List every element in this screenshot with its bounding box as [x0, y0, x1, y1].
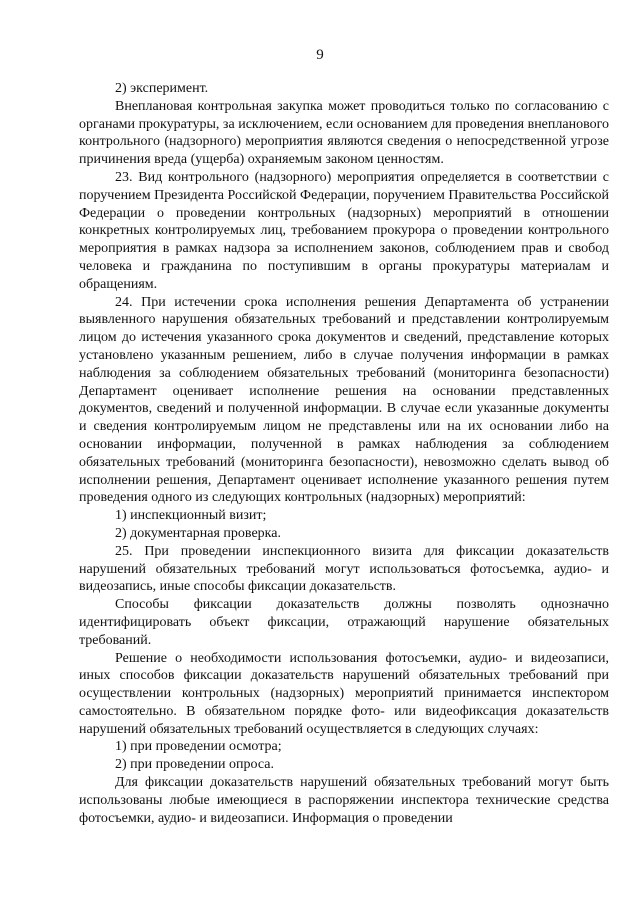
document-body	[79, 80, 609, 827]
paragraph-list-item-inspection-visit: 1) инспекционный визит;	[115, 508, 267, 524]
paragraph-item-2-experiment: 2) эксперимент.	[115, 81, 209, 96]
page-number: 9	[316, 47, 324, 63]
paragraph-unscheduled-purchase: Внеплановая контрольная закупка может проводиться только по согласованию с органами прокуратуры, за исключением, если основанием для проведения внепланового контрольного (надзорного) мероприятия являются сведения о непосредственной угрозе причинения вреда (ущерба) охраняемым законом ценностям.	[79, 98, 609, 168]
paragraph-list-item-documentary-check: 2) документарная проверка.	[115, 525, 281, 541]
paragraph-fixation-methods: Способы фиксации доказательств должны позволять однозначно идентифицировать объект фиксации, отражающий нарушение обязательных требований.	[79, 597, 609, 648]
paragraph-list-item-survey: 2) при проведении опроса.	[115, 757, 274, 773]
paragraph-fixation-tools: Для фиксации доказательств нарушений обязательных требований могут быть использованы любые имеющиеся в распоряжении инспектора технические средства фотосъемки, аудио- и видеозаписи. Информация о проведении	[79, 775, 609, 826]
paragraph-clause-24: 24. При истечении срока исполнения решения Департамента об устранении выявленного нарушения обязательных требований и представлении контролируемым лицом до истечения указанного срока документов и сведений, представление которых установлено указанным решением, либо в случае получения информации в рамках наблюдения за соблюдением обязательных требований (мониторинга безопасности) Департамент оценивает исполнение решения на основании представленных документов, сведений и полученной информации. В случае если указанные документы и сведения контролируемым лицом не представлены или на их основании либо на основании информации, полученной в рамках наблюдения за соблюдением обязательных требований (мониторинга безопасности), невозможно сделать вывод об исполнении решения, Департамент оценивает исполнение указанного решения путем проведения одного из следующих контрольных (надзорных) мероприятий:	[79, 294, 609, 506]
paragraph-clause-23: 23. Вид контрольного (надзорного) мероприятия определяется в соответствии с поручением Президента Российской Федерации, поручением Правительства Российской Федерации о проведении контрольных (надзорных) мероприятий в отношении конкретных контролируемых лиц, требованием прокурора о проведении контрольного мероприятия в рамках надзора за исполнением законов, соблюдением прав и свобод человека и гражданина по поступившим в органы прокуратуры материалам и обращениям.	[79, 169, 609, 292]
paragraph-fixation-decision: Решение о необходимости использования фотосъемки, аудио- и видеозаписи, иных способов фиксации доказательств нарушений обязательных требований при осуществлении контрольных (надзорных) мероприятий принимается инспектором самостоятельно. В обязательном порядке фото- или видеофиксация доказательств нарушений обязательных требований осуществляется в следующих случаях:	[79, 650, 609, 737]
paragraph-clause-25: 25. При проведении инспекционного визита для фиксации доказательств нарушений обязательных требований могут использоваться фотосъемка, аудио- и видеозапись, иные способы фиксации доказательств.	[79, 543, 609, 595]
paragraph-list-item-inspection: 1) при проведении осмотра;	[115, 739, 282, 755]
